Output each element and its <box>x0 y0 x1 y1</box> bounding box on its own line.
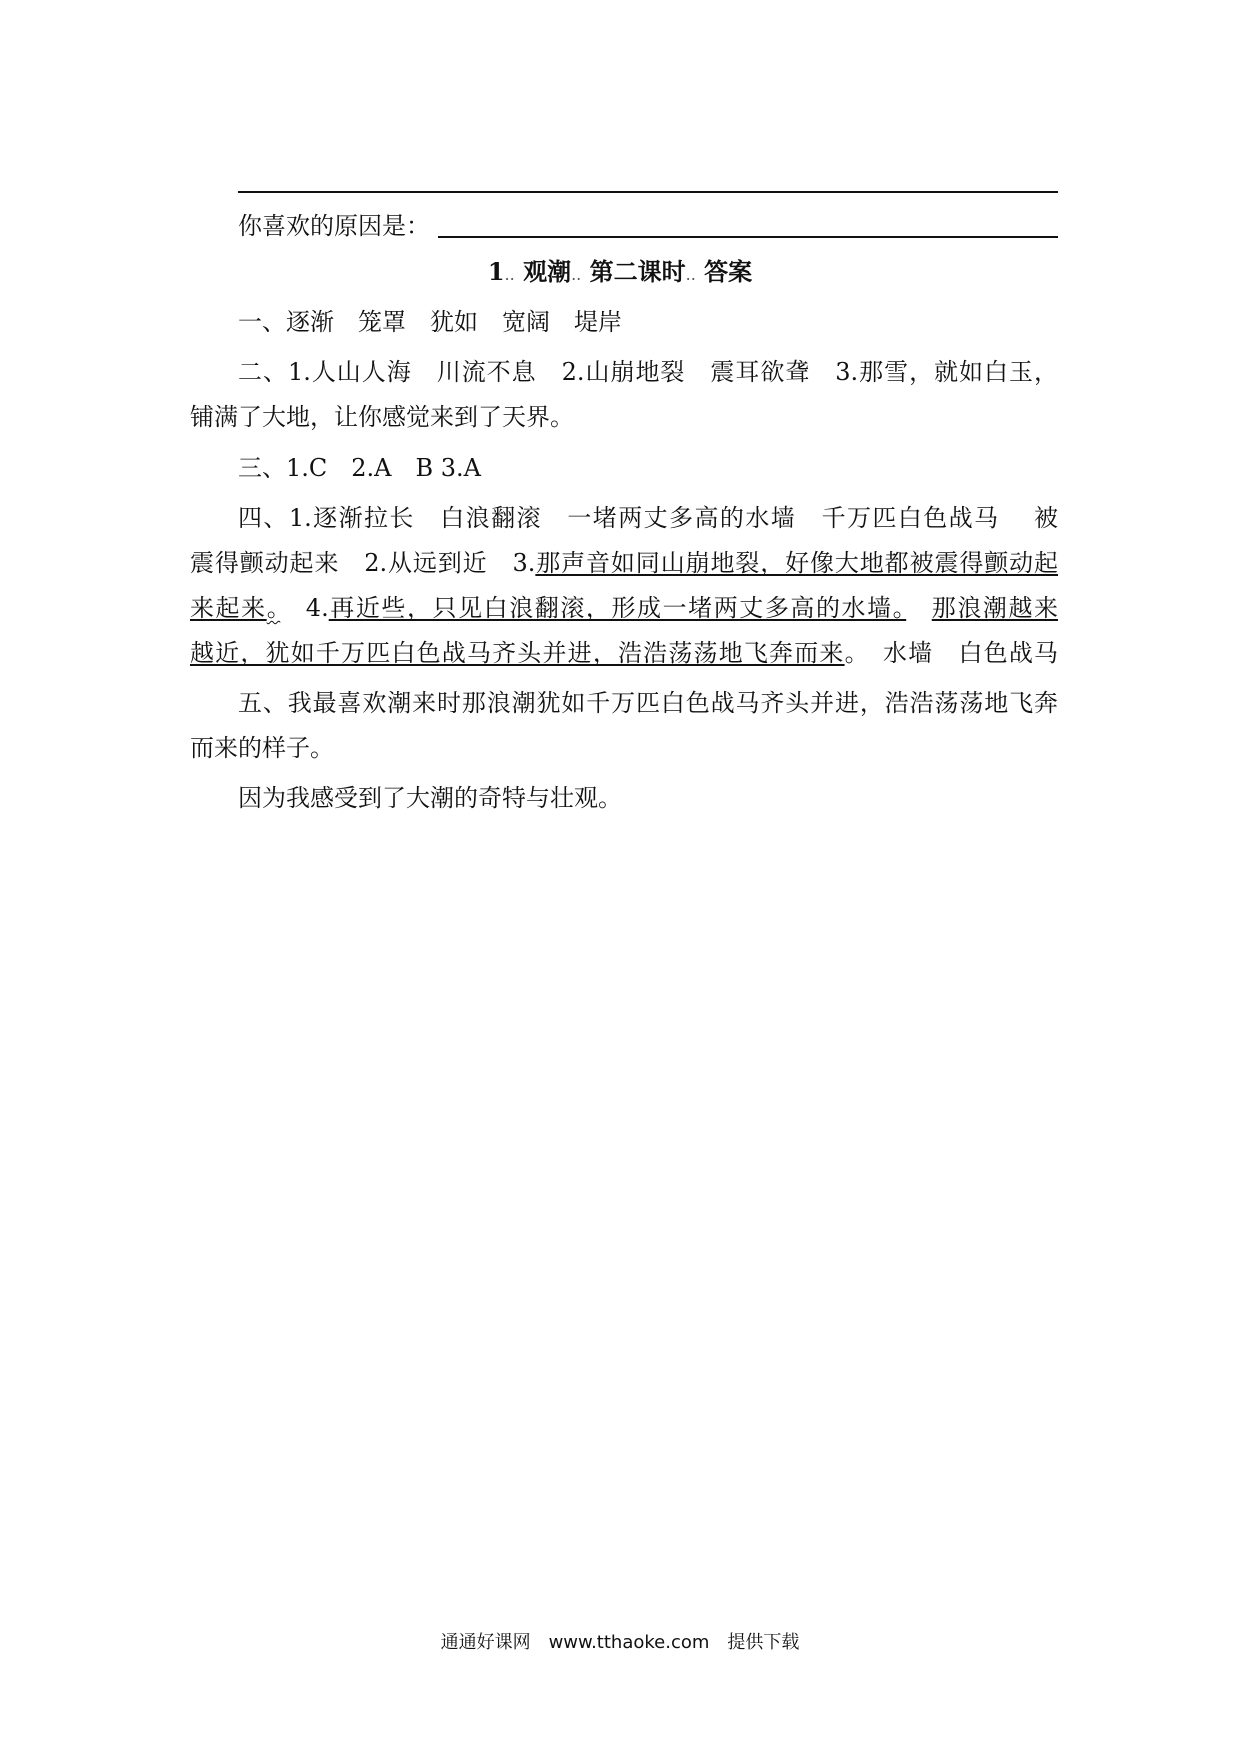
section-4-line-4 <box>190 638 1058 668</box>
section-3: 三、1.C 2.A B 3.A <box>238 454 481 482</box>
title-period: 第二课时 <box>589 257 686 286</box>
title-lesson-name: 观潮 <box>523 257 572 286</box>
section-4-text: 震得颤动起来 2.从远到近 3. <box>190 549 536 577</box>
page-title: 1.. 观潮.. 第二课时.. 答案 <box>487 257 753 286</box>
reason-label: 你喜欢的原因是： <box>238 212 430 240</box>
section-2-line-2: 铺满了大地，让你感觉来到了天界。 <box>190 403 574 431</box>
section-4-text: 4. <box>280 594 329 622</box>
section-4-line-1: 四、1.逐渐拉长 白浪翻滚 一堵两丈多高的水墙 千万匹白色战马 被 <box>238 504 1058 532</box>
section-1: 一、逐渐 笼罩 犹如 宽阔 堤岸 <box>238 308 622 336</box>
underlined-sentence-1: 那声音如同山崩地裂，好像大地都被震得颤动起 <box>535 549 1059 577</box>
underlined-sentence-3: 那浪潮越来 <box>931 594 1059 622</box>
section-5-line-3: 因为我感受到了大潮的奇特与壮观。 <box>238 784 622 812</box>
title-number: 1 <box>487 257 505 286</box>
underlined-sentence-3-end: 越近，犹如千万匹白色战马齐头并进，浩浩荡荡地飞奔而来 <box>190 639 845 667</box>
underlined-sentence-1-end: 来起来 <box>190 594 267 622</box>
section-4-line-3 <box>190 593 1058 623</box>
top-answer-line <box>238 191 1058 193</box>
title-answer: 答案 <box>704 257 753 286</box>
wavy-mark: 。 <box>266 594 281 622</box>
section-4-text: 。 水墙 白色战马 <box>844 639 1059 667</box>
section-4-text <box>906 594 932 622</box>
underlined-sentence-2: 再近些，只见白浪翻滚，形成一堵两丈多高的水墙。 <box>328 594 907 622</box>
section-5-line-2: 而来的样子。 <box>190 734 334 762</box>
reason-answer-line <box>438 236 1058 238</box>
section-5-line-1: 五、我最喜欢潮来时那浪潮犹如千万匹白色战马齐头并进，浩浩荡荡地飞奔 <box>238 689 1058 717</box>
section-2-line-1: 二、1.人山人海 川流不息 2.山崩地裂 震耳欲聋 3.那雪，就如白玉， <box>238 358 1058 386</box>
section-4-line-2 <box>190 548 1058 578</box>
footer-watermark: 通通好课网 www.tthaoke.com 提供下载 <box>440 1632 800 1653</box>
